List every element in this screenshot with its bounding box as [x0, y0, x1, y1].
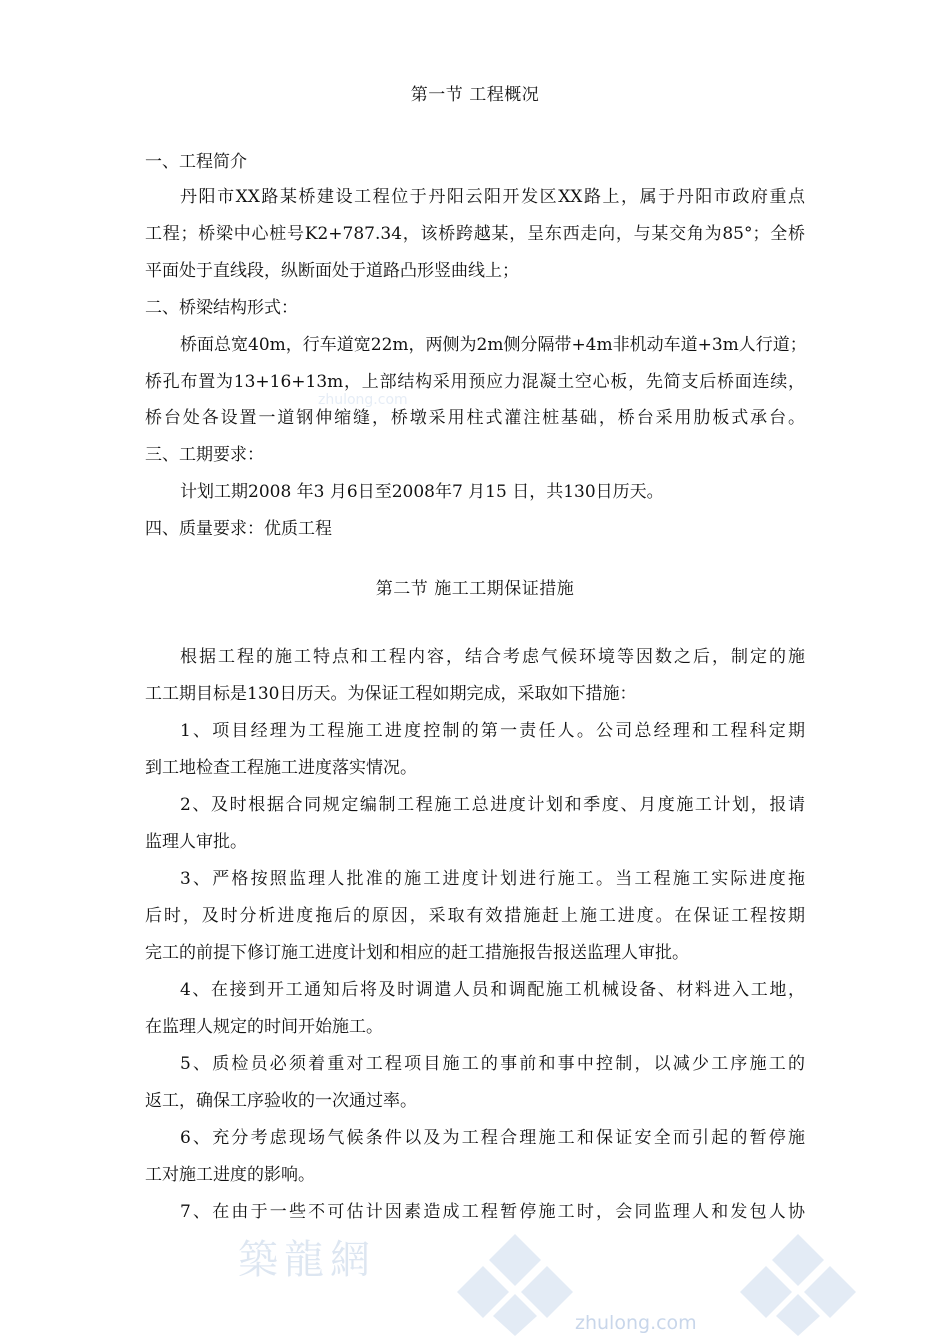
- paragraph-line: 桥台处各设置一道钢伸缩缝，桥墩采用柱式灌注桩基础，桥台采用肋板式承台。: [145, 408, 805, 428]
- watermark-domain: zhulong.com: [575, 1312, 697, 1334]
- paragraph-line: 桥孔布置为13+16+13m，上部结构采用预应力混凝土空心板，先简支后桥面连续，: [145, 372, 805, 392]
- list-item-line: 1、项目经理为工程施工进度控制的第一责任人。公司总经理和工程科定期: [180, 721, 805, 741]
- paragraph-line: 平面处于直线段，纵断面处于道路凸形竖曲线上；: [145, 261, 519, 281]
- watermark-logo-icon: [728, 1232, 868, 1337]
- list-item-line: 5、质检员必须着重对工程项目施工的事前和事中控制，以减少工序施工的: [180, 1054, 805, 1074]
- list-item-line: 6、充分考虑现场气候条件以及为工程合理施工和保证安全而引起的暂停施: [180, 1128, 805, 1148]
- watermark-brand: 築龍網: [238, 1237, 376, 1283]
- list-item-line: 到工地检查工程施工进度落实情况。: [145, 758, 417, 778]
- section1-title: 第一节 工程概况: [410, 85, 540, 105]
- heading-project-intro: 一、工程简介: [145, 152, 247, 172]
- list-item-line: 完工的前提下修订施工进度计划和相应的赶工措施报告报送监理人审批。: [145, 943, 689, 963]
- list-item-line: 2、及时根据合同规定编制工程施工总进度计划和季度、月度施工计划，报请: [180, 795, 805, 815]
- paragraph-line: 丹阳市XX路某桥建设工程位于丹阳云阳开发区XX路上，属于丹阳市政府重点: [180, 187, 805, 207]
- list-item-line: 4、在接到开工通知后将及时调遣人员和调配施工机械设备、材料进入工地，: [180, 980, 805, 1000]
- list-item-line: 3、严格按照监理人批准的施工进度计划进行施工。当工程施工实际进度拖: [180, 869, 805, 889]
- list-item-line: 监理人审批。: [145, 832, 247, 852]
- paragraph-line: 计划工期2008 年3 月6日至2008年7 月15 日，共130日历天。: [180, 482, 664, 502]
- heading-quality: 四、质量要求：优质工程: [145, 519, 332, 539]
- paragraph-line: 工程；桥梁中心桩号K2+787.34，该桥跨越某，呈东西走向，与某交角为85°；全桥: [145, 224, 805, 244]
- list-item-line: 7、在由于一些不可估计因素造成工程暂停施工时，会同监理人和发包人协: [180, 1202, 805, 1222]
- paragraph-line: 桥面总宽40m，行车道宽22m，两侧为2m侧分隔带+4m非机动车道+3m人行道；: [180, 335, 807, 355]
- list-item-line: 返工，确保工序验收的一次通过率。: [145, 1091, 417, 1111]
- paragraph-line: 工工期目标是130日历天。为保证工程如期完成，采取如下措施：: [145, 684, 637, 704]
- list-item-line: 后时，及时分析进度拖后的原因，采取有效措施赶上施工进度。在保证工程按期: [145, 906, 805, 926]
- watermark-logo-icon: [445, 1232, 585, 1337]
- section2-title: 第二节 施工工期保证措施: [375, 579, 575, 599]
- heading-schedule: 三、工期要求：: [145, 445, 264, 465]
- paragraph-line: 根据工程的施工特点和工程内容，结合考虑气候环境等因数之后，制定的施: [180, 647, 805, 667]
- watermark-text: zhulong.com: [318, 392, 408, 408]
- list-item-line: 在监理人规定的时间开始施工。: [145, 1017, 383, 1037]
- heading-bridge-structure: 二、桥梁结构形式：: [145, 298, 298, 318]
- list-item-line: 工对施工进度的影响。: [145, 1165, 315, 1185]
